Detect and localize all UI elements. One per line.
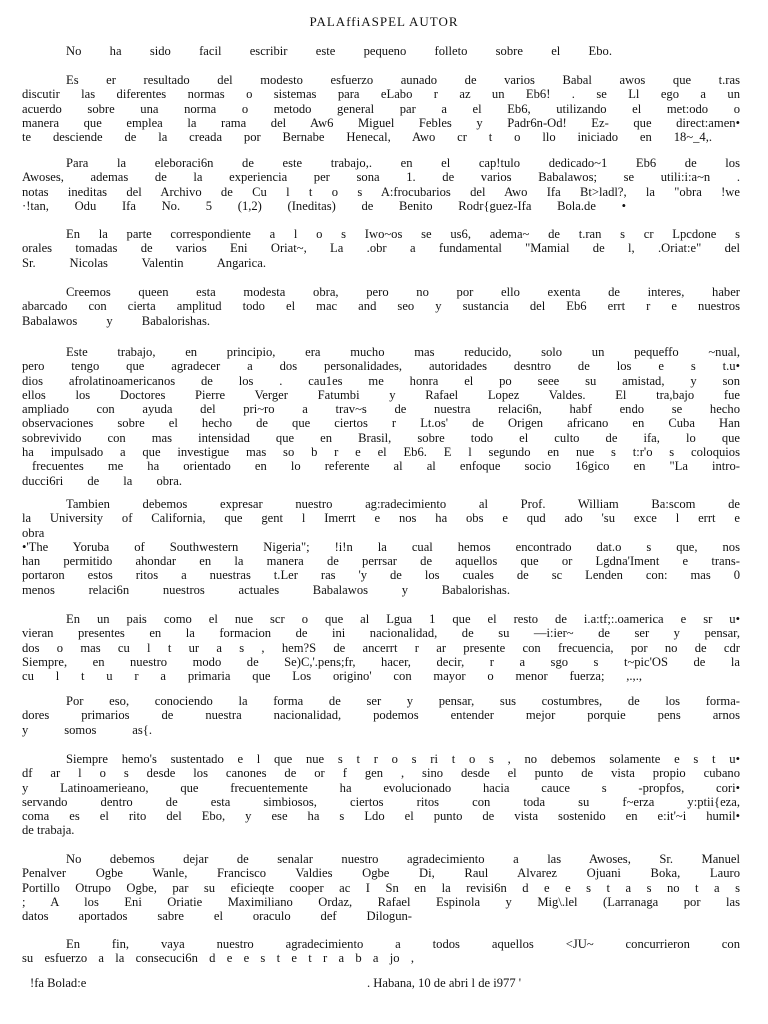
text-line: Siempre, en nuestro modo de Se)C,'.pens;fr, hacer, decir, r a sgo s t~pic'OS de la xyxy=(22,654,740,669)
paragraph-3 xyxy=(22,156,740,213)
paragraph-7 xyxy=(22,497,740,597)
text-line: Portillo Otrupo Ogbe, par su eficieqte cooper ac I Sn en la revisi6n d e e s t a s no t a s xyxy=(22,880,740,895)
paragraph-12 xyxy=(22,937,740,966)
text-line: vieran presentes en la formacion de ini nacionalidad, de su —i:ier~ de ser y pensar, xyxy=(22,626,740,641)
text-line: menos relaci6n nuestros actuales Babalawos y Babalorishas. xyxy=(22,582,510,597)
text-line: observaciones sobre el hecho de que ciertos r Lt.os' de Origen africano en Cuba Han xyxy=(22,416,740,431)
text-line: orales tomadas de varios Eni Oriat~, La .obr a fundamental "Mamial de l, .Oriat:e" del xyxy=(22,241,740,256)
paragraph-2 xyxy=(22,73,740,144)
text-line: Penalver Ogbe Wanle, Francisco Valdies Ogbe Di, Raul Alvarez Ojuani Boka, Lauro xyxy=(22,866,740,881)
text-line: •'The Yoruba of Southwestern Nigeria"; !i!n la cual hemos encontrado dat.o s que, nos xyxy=(22,539,740,554)
text-line: Este trabajo, en principio, era mucho mas reducido, solo un pequeffo ~nual, xyxy=(66,345,740,359)
paragraph-11 xyxy=(22,852,740,923)
document-title: PALAffiASPEL AUTOR xyxy=(309,14,459,29)
text-line: Tambien debemos expresar nuestro ag:radecimiento al Prof. William Ba:scom de xyxy=(66,497,740,511)
text-line: No debemos dejar de senalar nuestro agradecimiento a las Awoses, Sr. Manuel xyxy=(66,852,740,866)
text-line: han permitido ahondar en la manera de perrsar de aquellos que or Lgdna'Iment e trans- xyxy=(22,554,740,569)
text-line: sobrevivido con mas intensidad que en Brasil, sobre todo el culto de ifa, lo que xyxy=(22,430,740,445)
text-line: notas ineditas del Archivo de Cu l t o s A:frocubarios del Awo Ifa Bt>ladl?, la "obra !we xyxy=(22,184,740,199)
text-line: frecuentes me ha orientado en lo referente al al enfoque socio 16gico en "La intro- xyxy=(32,459,740,474)
signature-name: !fa Bolad:e xyxy=(30,976,87,990)
text-line: obra xyxy=(22,525,45,540)
text-line: portaron estos ritos a nuestras t.Ler ras 'y de los cuales de sc Lenden con: mas 0 xyxy=(22,568,740,583)
text-line: dios afrolatinoamericanos de los . cau1es me honra el po seee su amistad, y son xyxy=(22,373,740,388)
text-line: y somos as{. xyxy=(22,722,152,737)
text-line: te desciende de la creada por Bernabe Henecal, Awo cr t o llo iniciado en 18~_4,. xyxy=(22,130,712,145)
text-line: Creemos queen esta modesta obra, pero no por ello exenta de interes, haber xyxy=(66,285,740,299)
text-line: coma es el rito del Ebo, y ese ha s Ldo el punto de vista sostenido en e:it'~i humil• xyxy=(22,809,740,824)
text-line: datos aportados sabre el oraculo def Dilogun- xyxy=(22,909,412,924)
text-line: Babalawos y Babalorishas. xyxy=(22,313,210,328)
text-line: cu l t u r a primaria que Los origino' con mayor o menor fuerza; ,.,., xyxy=(22,669,642,684)
paragraph-9 xyxy=(22,694,740,737)
text-line: Por eso, conociendo la forma de ser y pensar, sus costumbres, de los forma- xyxy=(66,694,740,708)
text-line: Para la eleboraci6n de este trabajo,. en el cap!tulo dedicado~1 Eb6 de los xyxy=(66,156,740,170)
text-line: dos o mas cu l t ur a s , hem?S de ancerrt r ar presente con frecuencia, por no de cdr xyxy=(22,640,740,655)
text-line: Awoses, ademas de la experiencia per sona 1. de varios Babalawos; se utili:i:a~n . xyxy=(22,170,740,185)
text-line: dores primarios de nuestra nacionalidad, podemos entender mejor porquie pens arnos xyxy=(22,708,740,723)
text-line: servando dentro de esta simbiosos, ciertos ritos con toda su f~erza y:ptii{eza, xyxy=(22,794,740,809)
text-line: pero tengo que agradecer a dos personalidades, autoridades desntro de los e s t.u• xyxy=(22,359,740,374)
text-line: df ar l o s desde los canones de or f gen , sino desde el punto de vista propio cubano xyxy=(22,766,740,781)
signature-place-date: . Habana, 10 de abri l de i977 ' xyxy=(367,976,522,990)
paragraph-8 xyxy=(22,612,740,683)
text-line: ellos los Doctores Pierre Verger Fatumbi y Rafael Lopez Valdes. El tra,bajo fue xyxy=(22,387,740,402)
text-line: de trabaja. xyxy=(22,823,75,838)
text-line: En la parte correspondiente a l o s Iwo~os se us6, adema~ de t.ran s cr Lpcdone s xyxy=(66,227,740,241)
text-line: ha impulsado a que investigue mas so b r e el Eb6. E l segundo en nue s t:r'o s coloquios xyxy=(22,445,740,460)
paragraph-1 xyxy=(22,44,740,58)
text-line: Es er resultado del modesto esfuerzo aunado de varios Babal awos que t.ras xyxy=(66,73,740,87)
text-line: su esfuerzo a la consecuci6n d e e s t e t r a b a jo , xyxy=(22,951,414,966)
text-line: acuerdo sobre una norma o metodo general par a el Eb6, utilizando el met:odo o xyxy=(22,101,740,116)
text-line: En un pais como el nue scr o que al Lgua 1 que el resto de i.a:tf;:.oamerica e sr u• xyxy=(66,612,740,626)
text-line: abarcado con cierta amplitud todo el mac and seo y sustancia del Eb6 errt r e nuestros xyxy=(22,299,740,314)
text-line: y Latinoamerieano, que frecuentemente ha evolucionado hacia cauce s -propfos, cori• xyxy=(22,780,740,795)
paragraph-5 xyxy=(22,285,740,328)
text-line: la University of California, que gent l Imerrt e nos ha obs e qud ado 'su exce l errt e xyxy=(22,511,740,526)
text-line: discutir las diferentes normas o sistemas para eLabo r az un Eb6! . se Ll ego a un xyxy=(22,87,740,102)
text-line: ·!tan, Odu Ifa No. 5 (1,2) (Ineditas) de Benito Rodr{guez-Ifa Bola.de • xyxy=(22,198,626,213)
paragraph-6 xyxy=(22,345,740,488)
text-line: Sr. Nicolas Valentin Angarica. xyxy=(22,255,266,270)
text-line: Siempre hemo's sustentado e l que nue s t r o s ri t o s , no debemos solamente e s t u• xyxy=(66,752,740,766)
paragraph-4 xyxy=(22,227,740,270)
text-line: manera que emplea la rama del Aw6 Miguel Febles y Padr6n-Od! Ez- que direct:amen• xyxy=(22,115,740,130)
paragraph-10 xyxy=(22,752,740,838)
text-line: ampliado con ayuda del pri~ro a trav~s de nuestra relaci6n, habf endo se hecho xyxy=(22,402,740,417)
text-line: No ha sido facil escribir este pequeno folleto sobre el Ebo. xyxy=(66,44,612,58)
text-line: En fin, vaya nuestro agradecimiento a todos aquellos <JU~ concurrieron con xyxy=(66,937,740,951)
text-line: ducci6ri de la obra. xyxy=(22,473,182,488)
text-line: ; A los Eni Oriatie Maximiliano Ordaz, Rafael Espinola y Mig\.lel (Larranaga por las xyxy=(22,894,740,909)
